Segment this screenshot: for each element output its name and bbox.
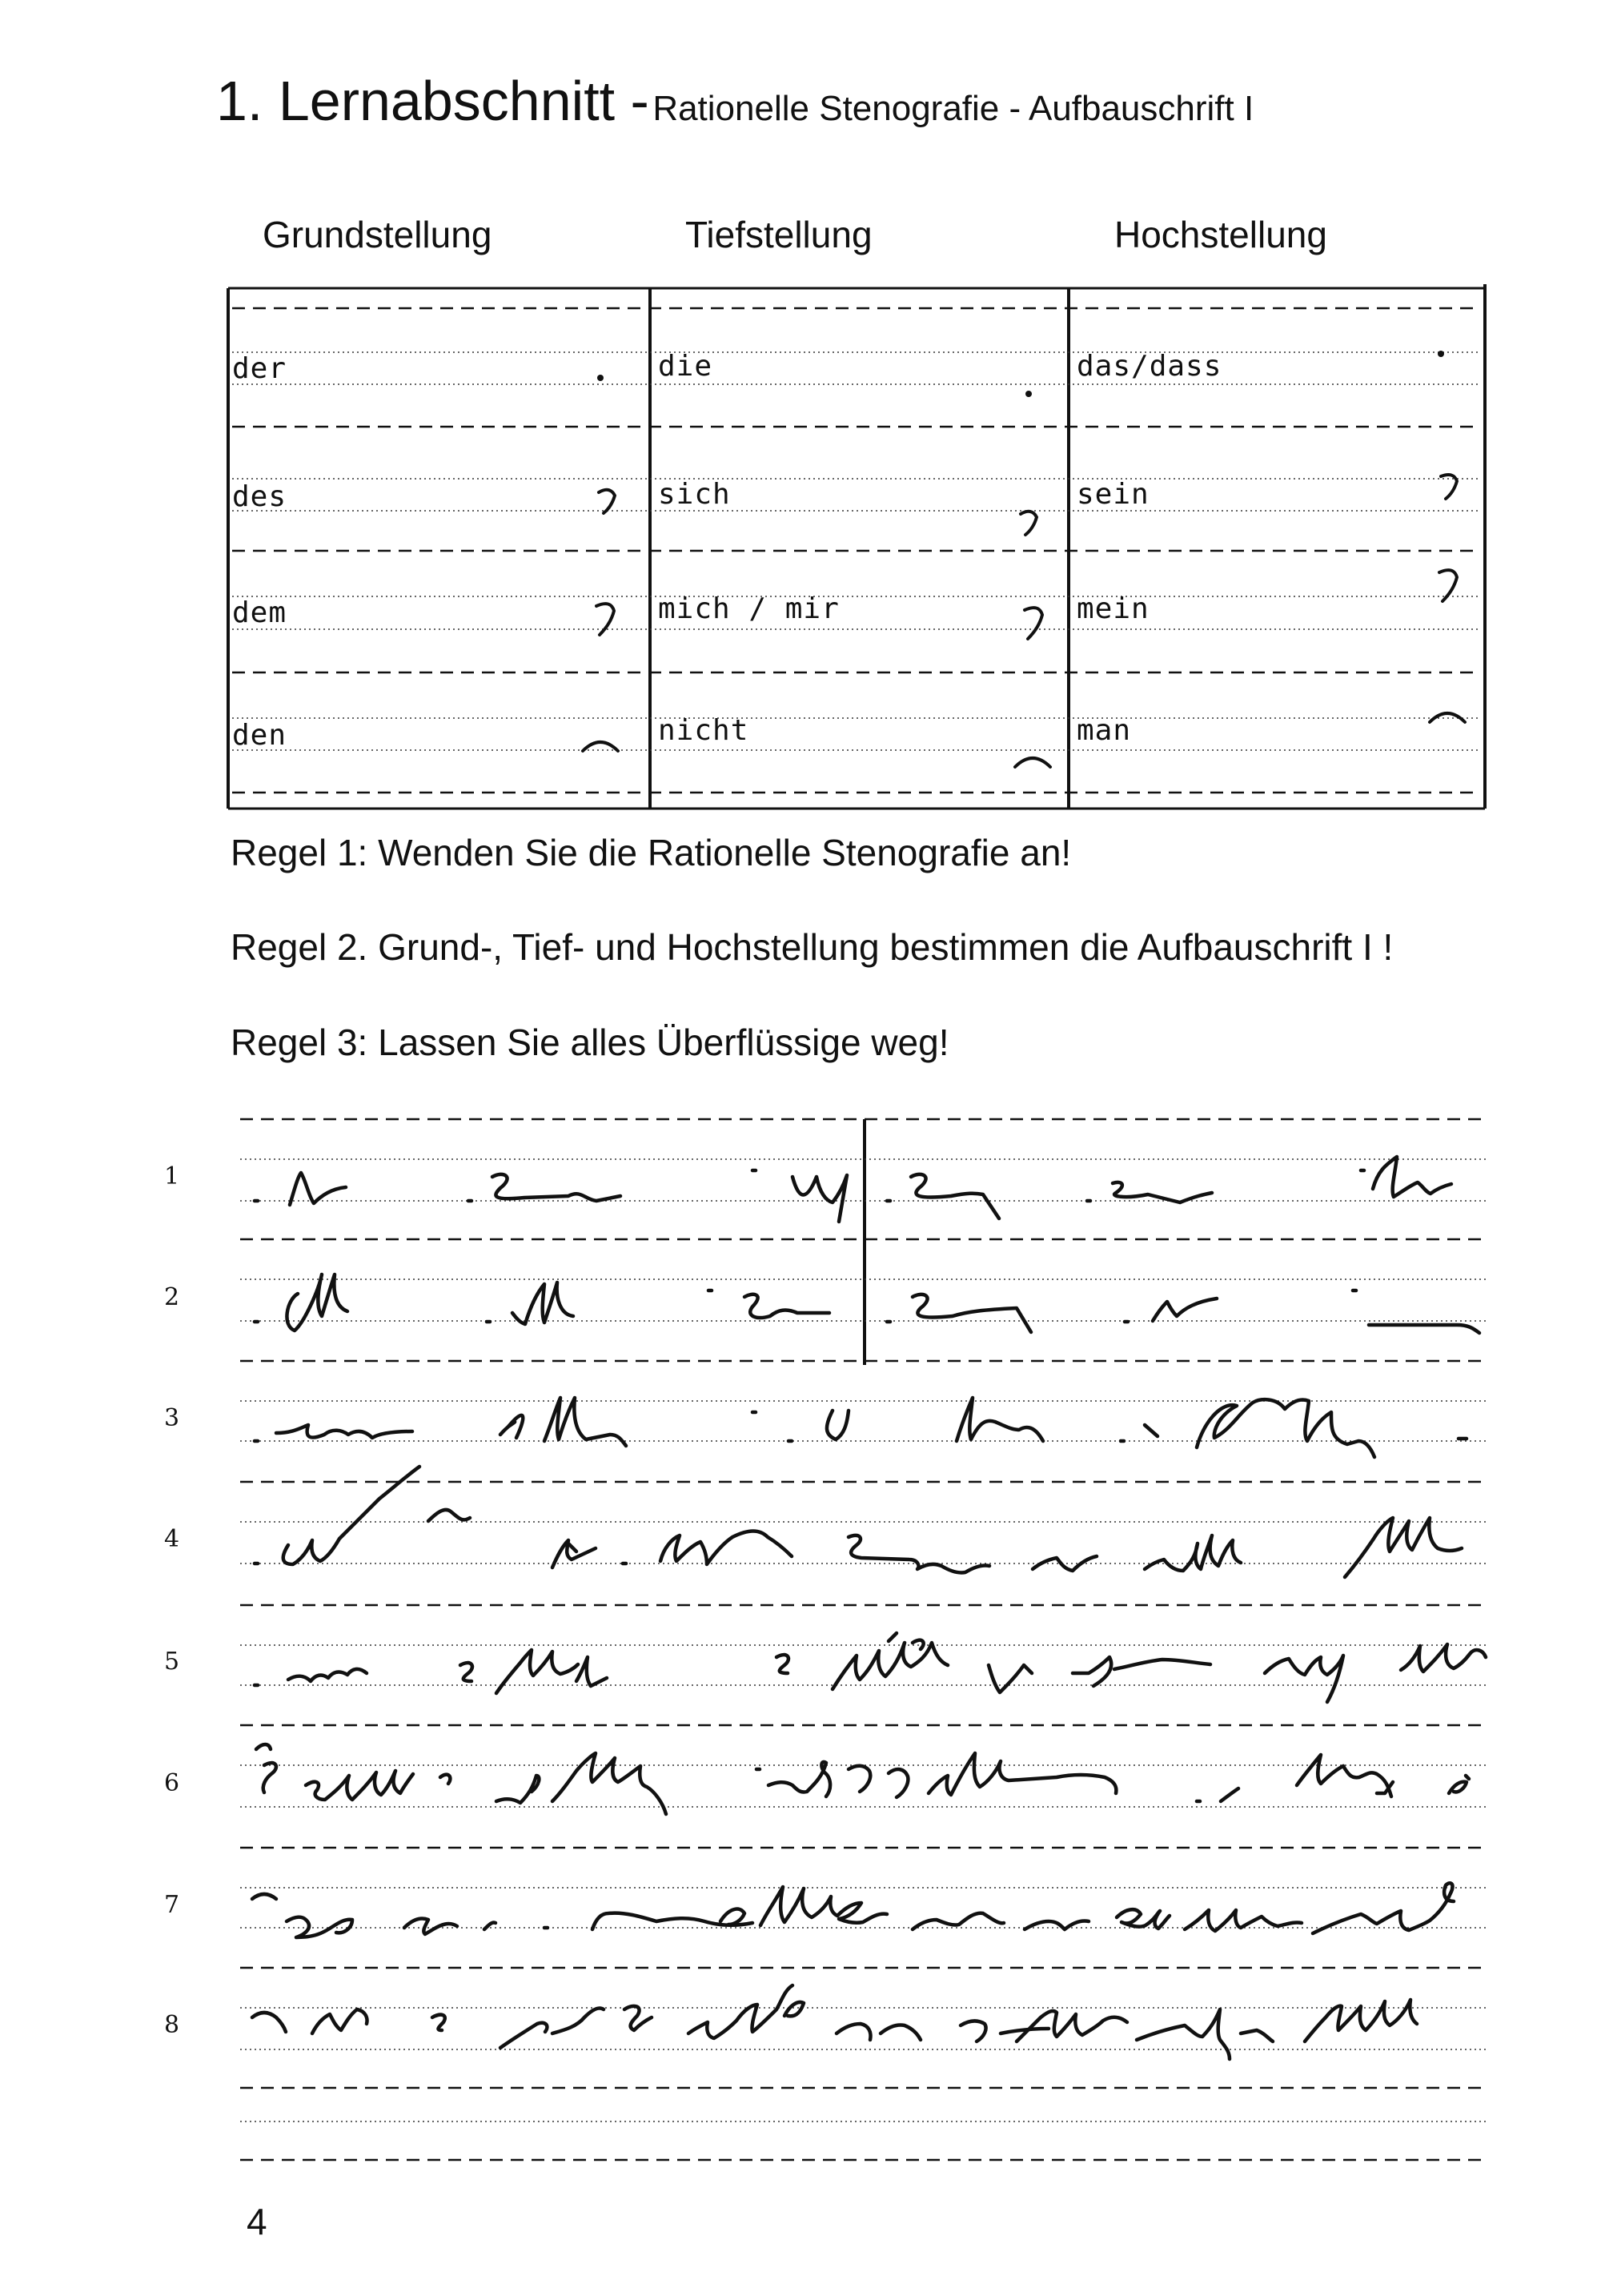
rule-1: Regel 1: Wenden Sie die Rationelle Stenografie an! xyxy=(231,832,1072,873)
line-number-3: 3 xyxy=(164,1404,180,1432)
column-heading-tiefstellung: Tiefstellung xyxy=(685,214,873,255)
table-dashed-lines xyxy=(232,308,1481,793)
shorthand-line-1 xyxy=(255,1157,1451,1222)
line-number-5: 5 xyxy=(164,1648,180,1676)
line-number-1: 1 xyxy=(164,1162,180,1190)
table-cell-den: den xyxy=(232,719,287,752)
table-cell-mich-mir: mich / mir xyxy=(658,592,840,625)
shorthand-line-2 xyxy=(255,1274,1479,1333)
table-cell-sich: sich xyxy=(658,478,731,511)
table-cell-die: die xyxy=(658,350,713,383)
line-number-6: 6 xyxy=(164,1769,180,1797)
table-frame xyxy=(228,284,1485,809)
shorthand-handwriting xyxy=(252,1157,1486,2059)
lesson-title: 1. Lernabschnitt - xyxy=(216,70,649,132)
lesson-subtitle: Rationelle Stenografie - Aufbauschrift I xyxy=(652,89,1254,128)
table-cell-nicht: nicht xyxy=(658,714,749,747)
table-shorthand-symbols xyxy=(583,351,1465,767)
table-cell-mein: mein xyxy=(1077,592,1150,625)
rule-2: Regel 2. Grund-, Tief- und Hochstellung bestimmen die Aufbauschrift I ! xyxy=(231,926,1394,968)
column-heading-hochstellung: Hochstellung xyxy=(1114,214,1327,255)
table-cell-das-dass: das/dass xyxy=(1077,350,1222,383)
line-number-7: 7 xyxy=(164,1891,180,1919)
column-heading-grundstellung: Grundstellung xyxy=(263,214,492,255)
shorthand-line-4 xyxy=(255,1467,1462,1577)
table-cell-man: man xyxy=(1077,714,1132,747)
practice-dashed-lines xyxy=(240,1119,1489,2160)
shorthand-line-5 xyxy=(255,1633,1486,1702)
line-number-4: 4 xyxy=(164,1525,180,1553)
shorthand-line-7 xyxy=(252,1883,1454,1937)
line-number-2: 2 xyxy=(164,1283,180,1311)
table-cell-der: der xyxy=(232,352,287,385)
rule-3: Regel 3: Lassen Sie alles Überflüssige weg! xyxy=(231,1022,949,1063)
table-cell-dem: dem xyxy=(232,596,287,629)
shorthand-line-8 xyxy=(252,1985,1417,2059)
line-number-8: 8 xyxy=(164,2011,180,2039)
page-number: 4 xyxy=(247,2201,267,2242)
table-cell-sein: sein xyxy=(1077,478,1150,511)
table-cell-des: des xyxy=(232,480,287,513)
shorthand-line-6 xyxy=(256,1744,1469,1814)
shorthand-line-3 xyxy=(255,1398,1467,1457)
